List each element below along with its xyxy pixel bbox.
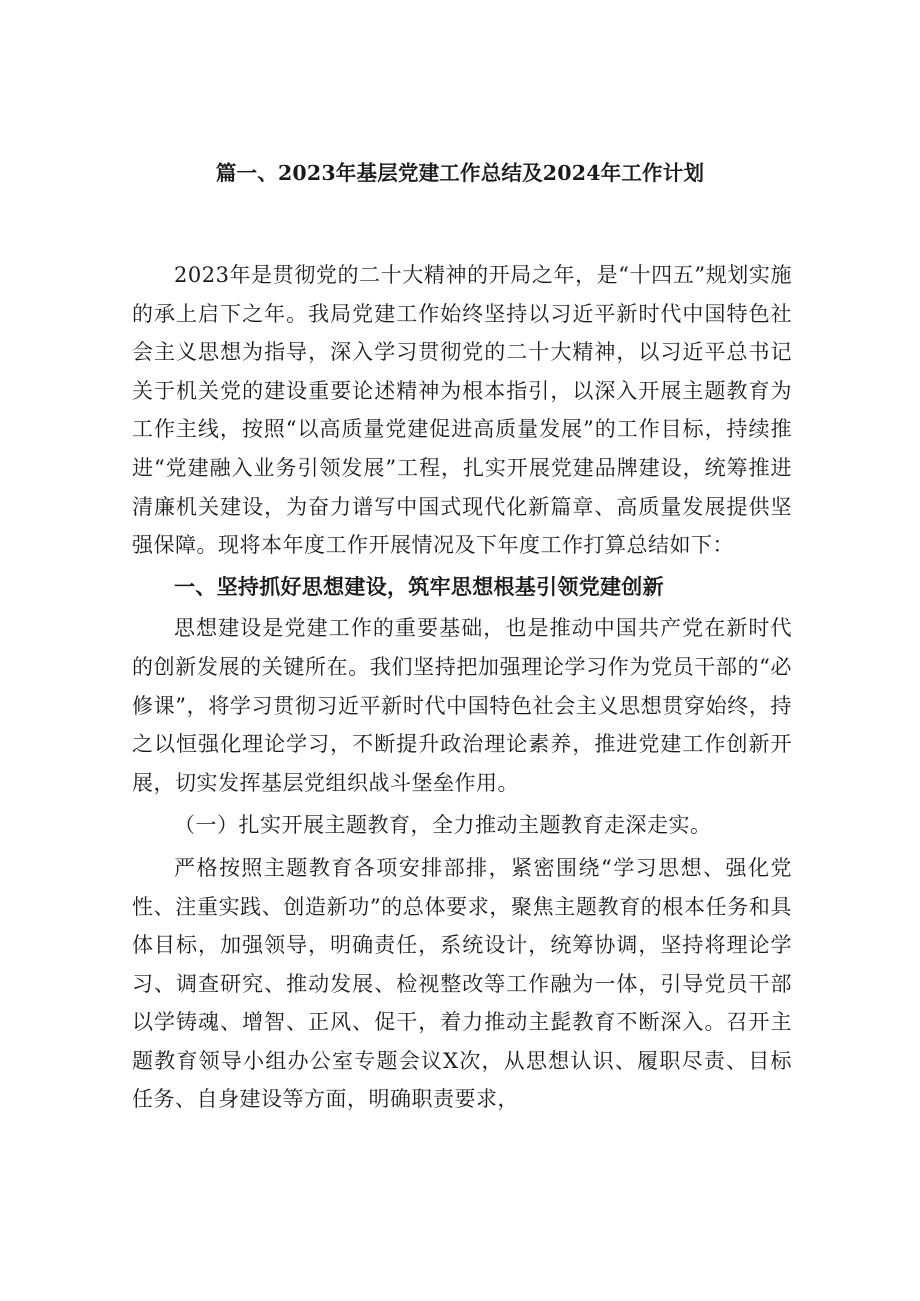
document-body bbox=[132, 256, 792, 1119]
document-title: 篇一、2023年基层党建工作总结及2024年工作计划 bbox=[215, 161, 705, 185]
intro-paragraph: 2023年是贯彻党的二十大精神的开局之年，是“十四五”规划实施的承上启下之年。我局党建工作始终坚持以习近平新时代中国特色社会主义思想为指导，深入学习贯彻党的二十大精神，以习近平总书记关于机关党的建设重要论述精神为根本指引，以深入开展主题教育为工作主线，按照“以高质量党建促进高质量发展”的工作目标，持续推进“党建融入业务引领发展”工程，扎实开展党建品牌建设，统筹推进清廉机关建设，为奋力谱写中国式现代化新篇章、高质量发展提供坚强保障。现将本年度工作开展情况及下年度工作打算总结如下： bbox=[132, 263, 792, 558]
subsection-paragraph: 严格按照主题教育各项安排部排，紧密围绕“学习思想、强化党性、注重实践、创造新功”的总体要求，聚焦主题教育的根本任务和具体目标，加强领导，明确责任，系统设计，统筹协调，坚持将理论学习、调查研究、推动发展、检视整改等工作融为一体，引导党员干部以学铸魂、增智、正风、促干，着力推动主髭教育不断深入。召开主题教育领导小组办公室专题会议X次，从思想认识、履职尽责、目标任务、自身建设等方面，明确职责要求， bbox=[132, 855, 792, 1112]
subsection-heading: （一）扎实开展主题教育，全力推动主题教育走深走实。 bbox=[174, 813, 712, 838]
section-paragraph: 思想建设是党建工作的重要基础，也是推动中国共产党在新时代的创新发展的关键所在。我们坚持把加强理论学习作为党员干部的“必修课”，将学习贯彻习近平新时代中国特色社会主义思想贯穿始终，持之以恒强化理论学习，不断提升政治理论素养，推进党建工作创新开展，切实发挥基层党组织战斗堡垒作用。 bbox=[132, 616, 792, 795]
section-heading: 一、坚持抓好思想建设，筑牢思想根基引领党建创新 bbox=[174, 574, 664, 599]
